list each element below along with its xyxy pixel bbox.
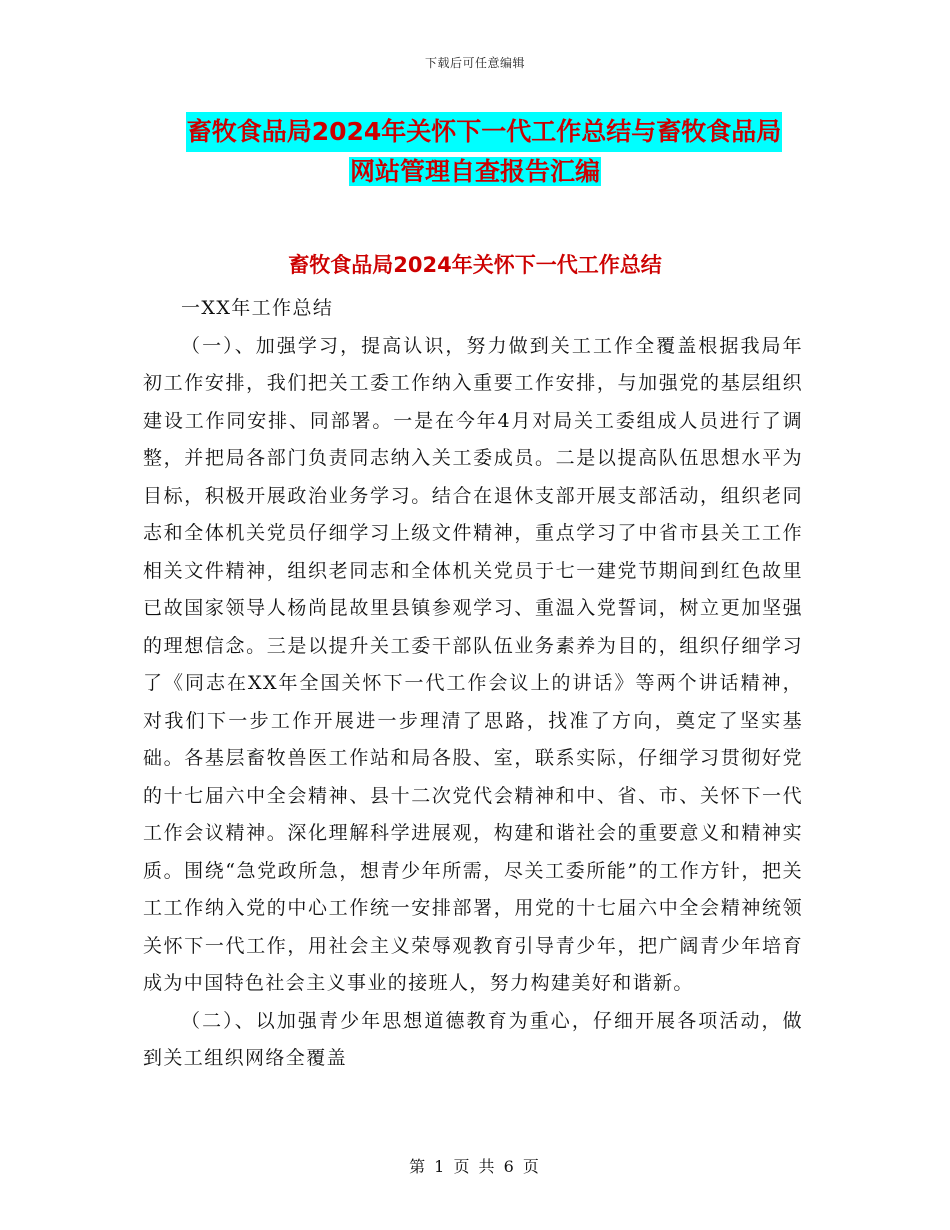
paragraph-heading: 一XX年工作总结 [181, 297, 334, 319]
document-title-line-2: 网站管理自查报告汇编 [349, 157, 600, 186]
header-note: 下载后可任意编辑 [424, 56, 525, 70]
paragraph: （二）、以加强青少年思想道德教育为重心，仔细开展各项活动，做到关工组织网络全覆盖 [143, 1009, 803, 1069]
page-footer: 第 1 页 共 6 页 [409, 1157, 541, 1176]
section-title: 畜牧食品局2024年关怀下一代工作总结 [288, 253, 662, 277]
document-body [143, 290, 803, 1078]
document-title [0, 112, 950, 192]
document-title-line-1: 畜牧食品局2024年关怀下一代工作总结与畜牧食品局 [186, 112, 783, 152]
paragraph: （一）、加强学习，提高认识，努力做到关工工作全覆盖根据我局年初工作安排，我们把关工委工作纳入重要工作安排，与加强党的基层组织建设工作同安排、同部署。一是在今年4月对局关工委组成人员进行了调整，并把局各部门负责同志纳入关工委成员。二是以提高队伍思想水平为目标，积极开展政治业务学习。结合在退休支部开展支部活动，组织老同志和全体机关党员仔细学习上级文件精神，重点学习了中省市县关工工作相关文件精神，组织老同志和全体机关党员于七一建党节期间到红色故里已故国家领导人杨尚昆故里县镇参观学习、重温入党誓词，树立更加坚强的理想信念。三是以提升关工委干部队伍业务素养为目的，组织仔细学习了《同志在XX年全国关怀下一代工作会议上的讲话》等两个讲话精神，对我们下一步工作开展进一步理清了思路，找准了方向，奠定了坚实基础。各基层畜牧兽医工作站和局各股、室，联系实际，仔细学习贯彻好党的十七届六中全会精神、县十二次党代会精神和中、省、市、关怀下一代工作会议精神。深化理解科学进展观，构建和谐社会的重要意义和精神实质。围绕“急党政所急，想青少年所需，尽关工委所能”的工作方针，把关工工作纳入党的中心工作统一安排部署，用党的十七届六中全会精神统领关怀下一代工作，用社会主义荣辱观教育引导青少年，把广阔青少年培育成为中国特色社会主义事业的接班人，努力构建美好和谐新。 [143, 334, 803, 994]
